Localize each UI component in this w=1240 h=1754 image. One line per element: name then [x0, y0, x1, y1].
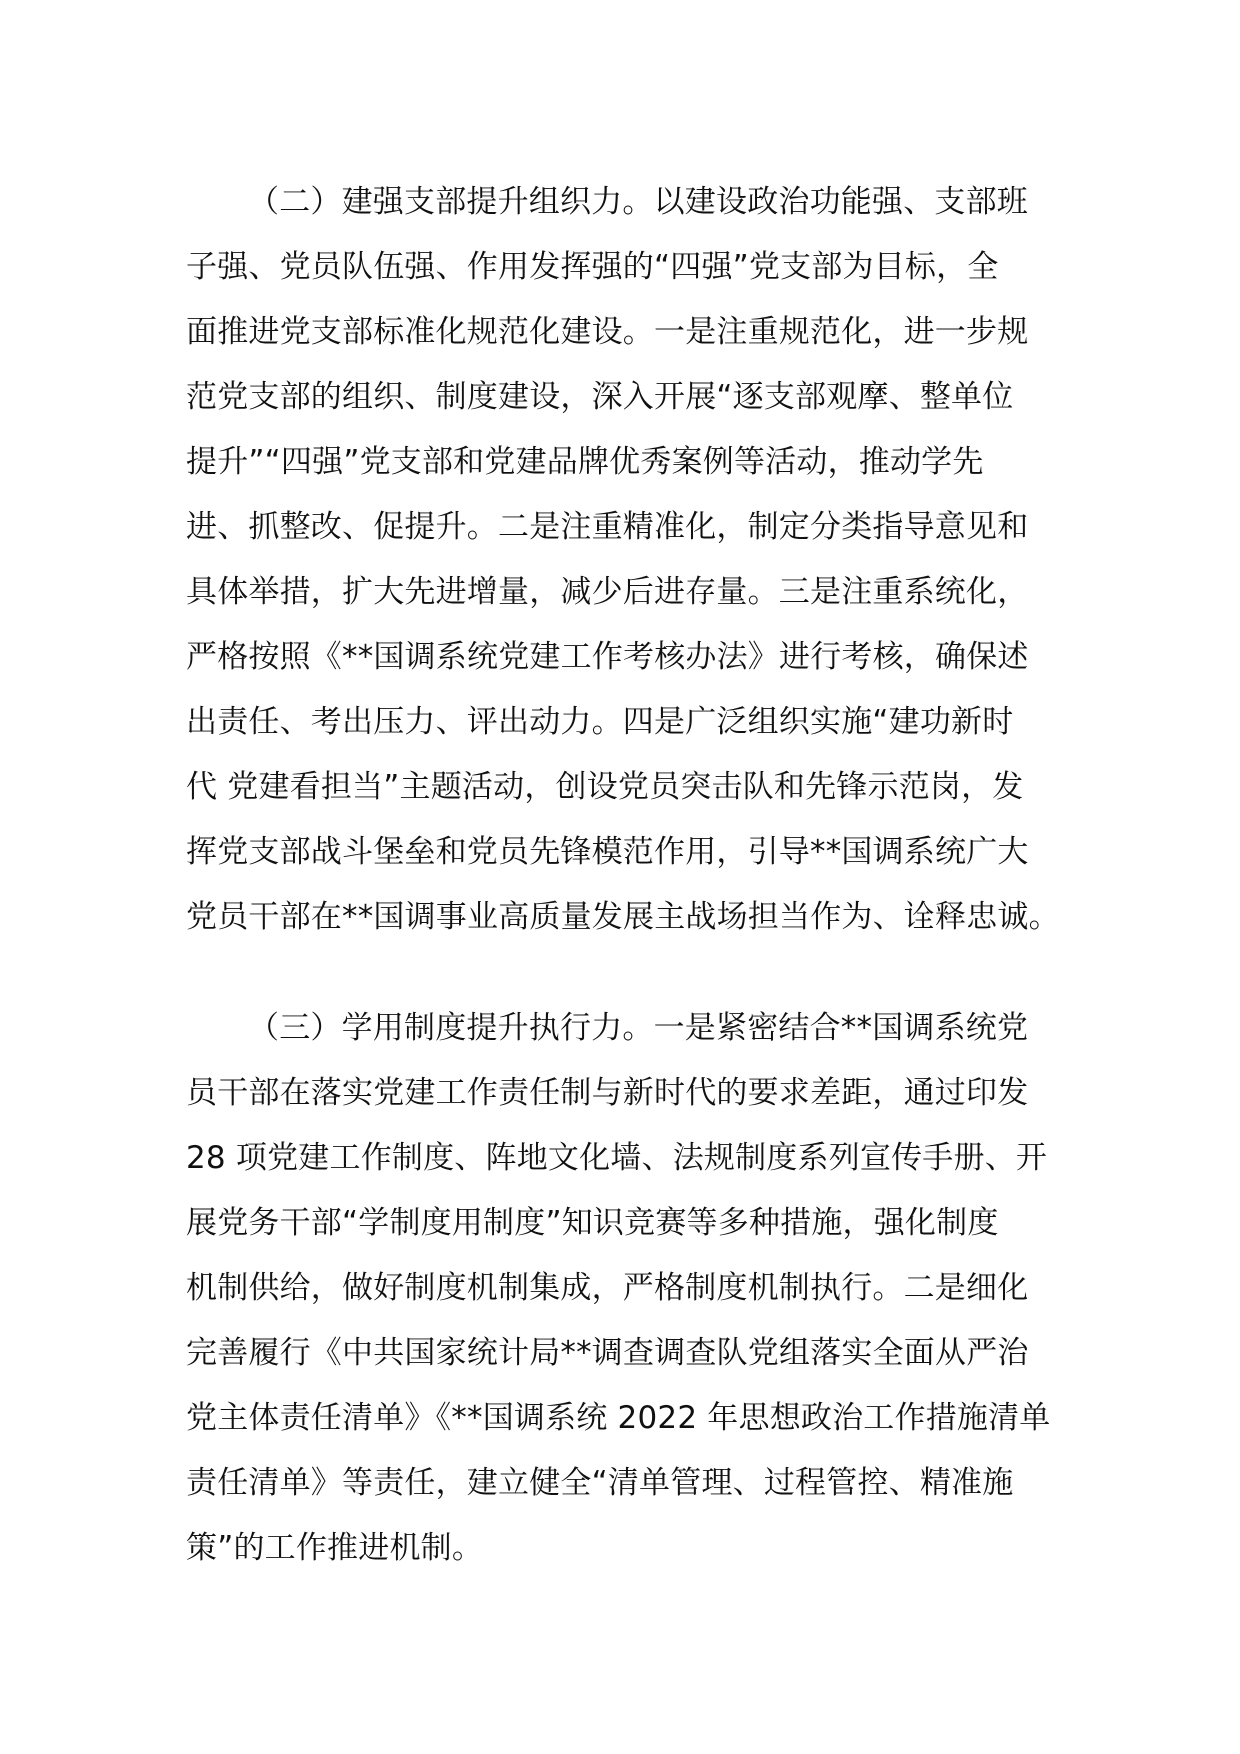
paragraph-line: 展党务干部“学制度用制度”知识竞赛等多种措施，强化制度 — [186, 1205, 999, 1241]
paragraph-line: 面推进党支部标准化规范化建设。一是注重规范化，进一步规 — [186, 314, 1029, 350]
paragraph-line: 完善履行《中共国家统计局**调查调查队党组落实全面从严治 — [186, 1335, 1029, 1371]
paragraph-line: 28 项党建工作制度、阵地文化墙、法规制度系列宣传手册、开 — [186, 1140, 1048, 1176]
paragraph-line: 机制供给，做好制度机制集成，严格制度机制执行。二是细化 — [186, 1270, 1029, 1306]
paragraph-line: 代 党建看担当”主题活动，创设党员突击队和先锋示范岗，发 — [186, 769, 1024, 805]
paragraph-line: 策”的工作推进机制。 — [186, 1530, 484, 1566]
paragraph-line: 具体举措，扩大先进增量，减少后进存量。三是注重系统化， — [186, 574, 1029, 610]
paragraph-line: 范党支部的组织、制度建设，深入开展“逐支部观摩、整单位 — [186, 379, 1014, 415]
paragraph-line: 党员干部在**国调事业高质量发展主战场担当作为、诠释忠诚。 — [186, 899, 1060, 935]
paragraph-line: （二）建强支部提升组织力。以建设政治功能强、支部班 — [248, 184, 1028, 220]
paragraph-line: （三）学用制度提升执行力。一是紧密结合**国调系统党 — [248, 1010, 1029, 1046]
paragraph-line: 党主体责任清单》《**国调系统 2022 年思想政治工作措施清单 — [186, 1400, 1051, 1436]
paragraph-line: 挥党支部战斗堡垒和党员先锋模范作用，引导**国调系统广大 — [186, 834, 1029, 870]
paragraph-line: 员干部在落实党建工作责任制与新时代的要求差距，通过印发 — [186, 1075, 1029, 1111]
paragraph-line: 严格按照《**国调系统党建工作考核办法》进行考核，确保述 — [186, 639, 1029, 675]
paragraph-line: 责任清单》等责任，建立健全“清单管理、过程管控、精准施 — [186, 1465, 1014, 1501]
paragraph-line: 子强、党员队伍强、作用发挥强的“四强”党支部为目标，全 — [186, 249, 999, 285]
paragraph-section-3 — [186, 996, 1056, 1581]
paragraph-line: 提升”“四强”党支部和党建品牌优秀案例等活动，推动学先 — [186, 444, 984, 480]
paragraph-line: 进、抓整改、促提升。二是注重精准化，制定分类指导意见和 — [186, 509, 1029, 545]
paragraph-line: 出责任、考出压力、评出动力。四是广泛组织实施“建功新时 — [186, 704, 1014, 740]
paragraph-section-2 — [186, 170, 1060, 950]
